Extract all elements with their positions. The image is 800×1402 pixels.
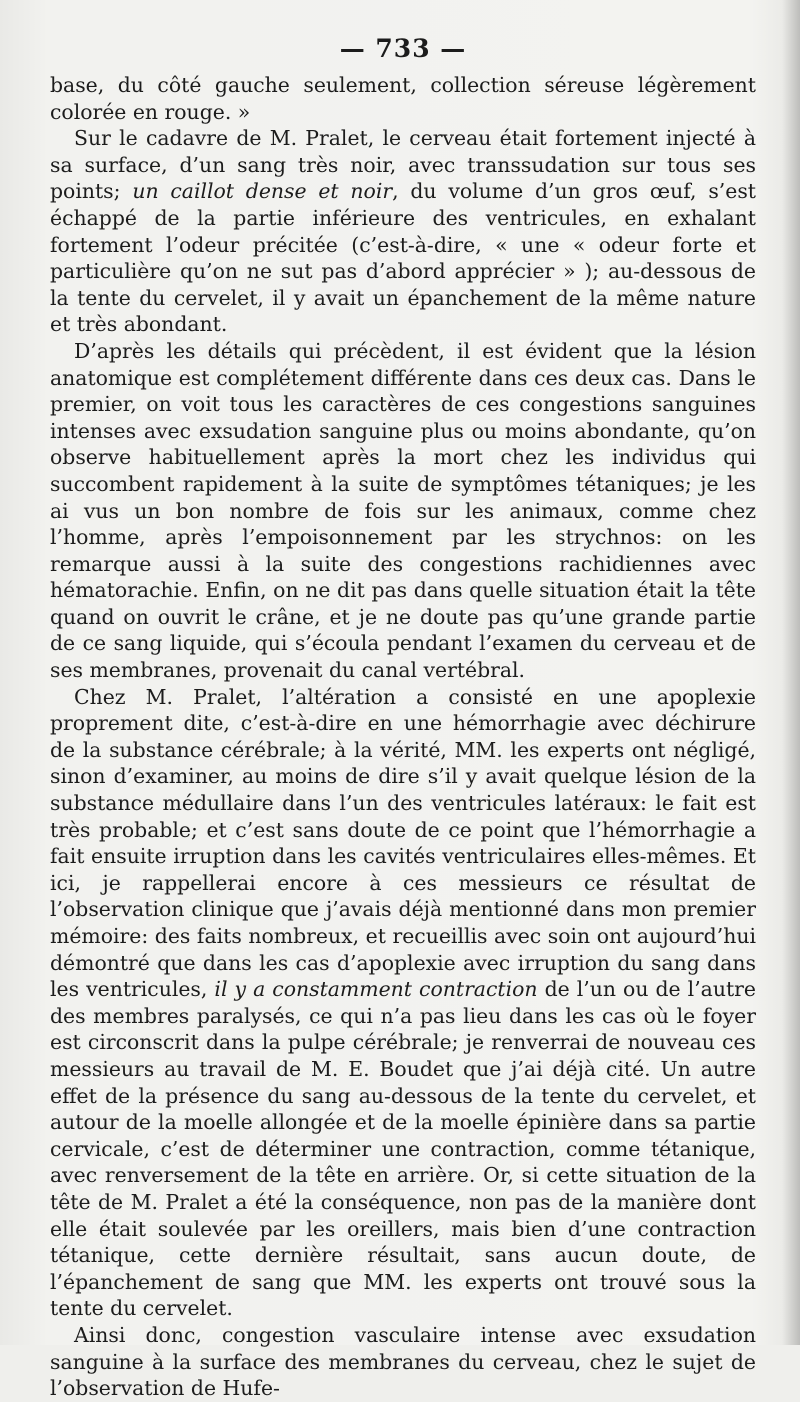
- text-run: D’après les détails qui précèdent, il est évident que la lésion anatomique est complétement différente dans ces deux cas. Dans le premier, on voit tous les caractères de ces congestions sanguines intenses avec exsudation sanguine plus ou moins abondante, qu’on observe habituellement après la mort chez les individus qui succombent rapidement à la suite de symptômes tétaniques; je les ai vus un bon nombre de fois sur les animaux, comme chez l’homme, après l’empoisonnement par les strychnos: on les remarque aussi à la suite des congestions rachidiennes avec hématorachie. Enfin, on ne dit pas dans quelle situation était la tête quand on ouvrit le crâne, et je ne doute pas qu’une grande partie de ce sang liquide, qui s’écoula pendant l’examen du cerveau et de ses membranes, provenait du canal vertébral.: [50, 338, 756, 683]
- body-text: [50, 72, 756, 1402]
- text-run: base, du côté gauche seulement, collection séreuse légèrement colorée en rouge. »: [50, 73, 756, 124]
- text-run: de l’un ou de l’autre des membres paralysés, ce qui n’a pas lieu dans les cas où le foyer est circonscrit dans la pulpe cérébrale; je renverrai de nouveau ces messieurs au travail de M. E. Boudet que j’ai déjà cité. Un autre effet de la présence du sang au-dessous de la tente du cervelet, et autour de la moelle allongée et de la moelle épinière dans sa partie cervicale, c’est de déterminer une contraction, comme tétanique, avec renversement de la tête en arrière. Or, si cette situation de la tête de M. Pralet a été la conséquence, non pas de la manière dont elle était soulevée par les oreillers, mais bien d’une contraction tétanique, cette dernière résultait, sans aucun doute, de l’épanchement de sang que MM. les experts ont trouvé sous la tente du cervelet.: [50, 977, 756, 1321]
- page-number: — 733 —: [339, 34, 467, 63]
- text-run: , du volume d’un gros œuf, s’est échappé de la partie inférieure des ventricules, en exhalant fortement l’odeur précitée (c’est-à-dire, « une « odeur forte et particulière qu’on ne sut pas d’abord apprécier » ); au-dessous de la tente du cervelet, il y avait un épanchement de la même nature et très abondant.: [50, 179, 756, 337]
- paragraph: [50, 72, 756, 125]
- paragraph: [50, 125, 756, 338]
- paragraph: [50, 338, 756, 684]
- italic-phrase: un caillot dense et noir: [132, 179, 393, 204]
- text-run: Sur le cadavre de M. Pralet, le cerveau était fortement injecté à sa surface, d’un sang très noir, avec transsudation sur tous ses points;: [50, 126, 756, 204]
- page-edge-shadow: [782, 0, 800, 1345]
- paragraph: [50, 684, 756, 1322]
- text-run: Ainsi donc, congestion vasculaire intense avec exsudation sanguine à la surface des membranes du cerveau, chez le sujet de l’observation de Hufe-: [50, 1322, 756, 1401]
- italic-phrase: il y a constamment contraction: [214, 977, 538, 1002]
- text-run: Chez M. Pralet, l’altération a consisté en une apoplexie proprement dite, c’est-à-dire en une hémorrhagie avec déchirure de la substance cérébrale; à la vérité, MM. les experts ont négligé, sinon d’examiner, au moins de dire s’il y avait quelque lésion de la substance médullaire dans l’un des ventricules latéraux: le fait est très probable; et c’est sans doute de ce point que l’hémorrhagie a fait ensuite irruption dans les cavités ventriculaires elles-mêmes. Et ici, je rappellerai encore à ces messieurs ce résultat de l’observation clinique que j’avais déjà mentionné dans mon premier mémoire: des faits nombreux, et recueillis avec soin ont aujourd’hui démontré que dans les cas d’apoplexie avec irruption du sang dans les ventricules,: [50, 684, 756, 1002]
- paragraph: [50, 1322, 756, 1402]
